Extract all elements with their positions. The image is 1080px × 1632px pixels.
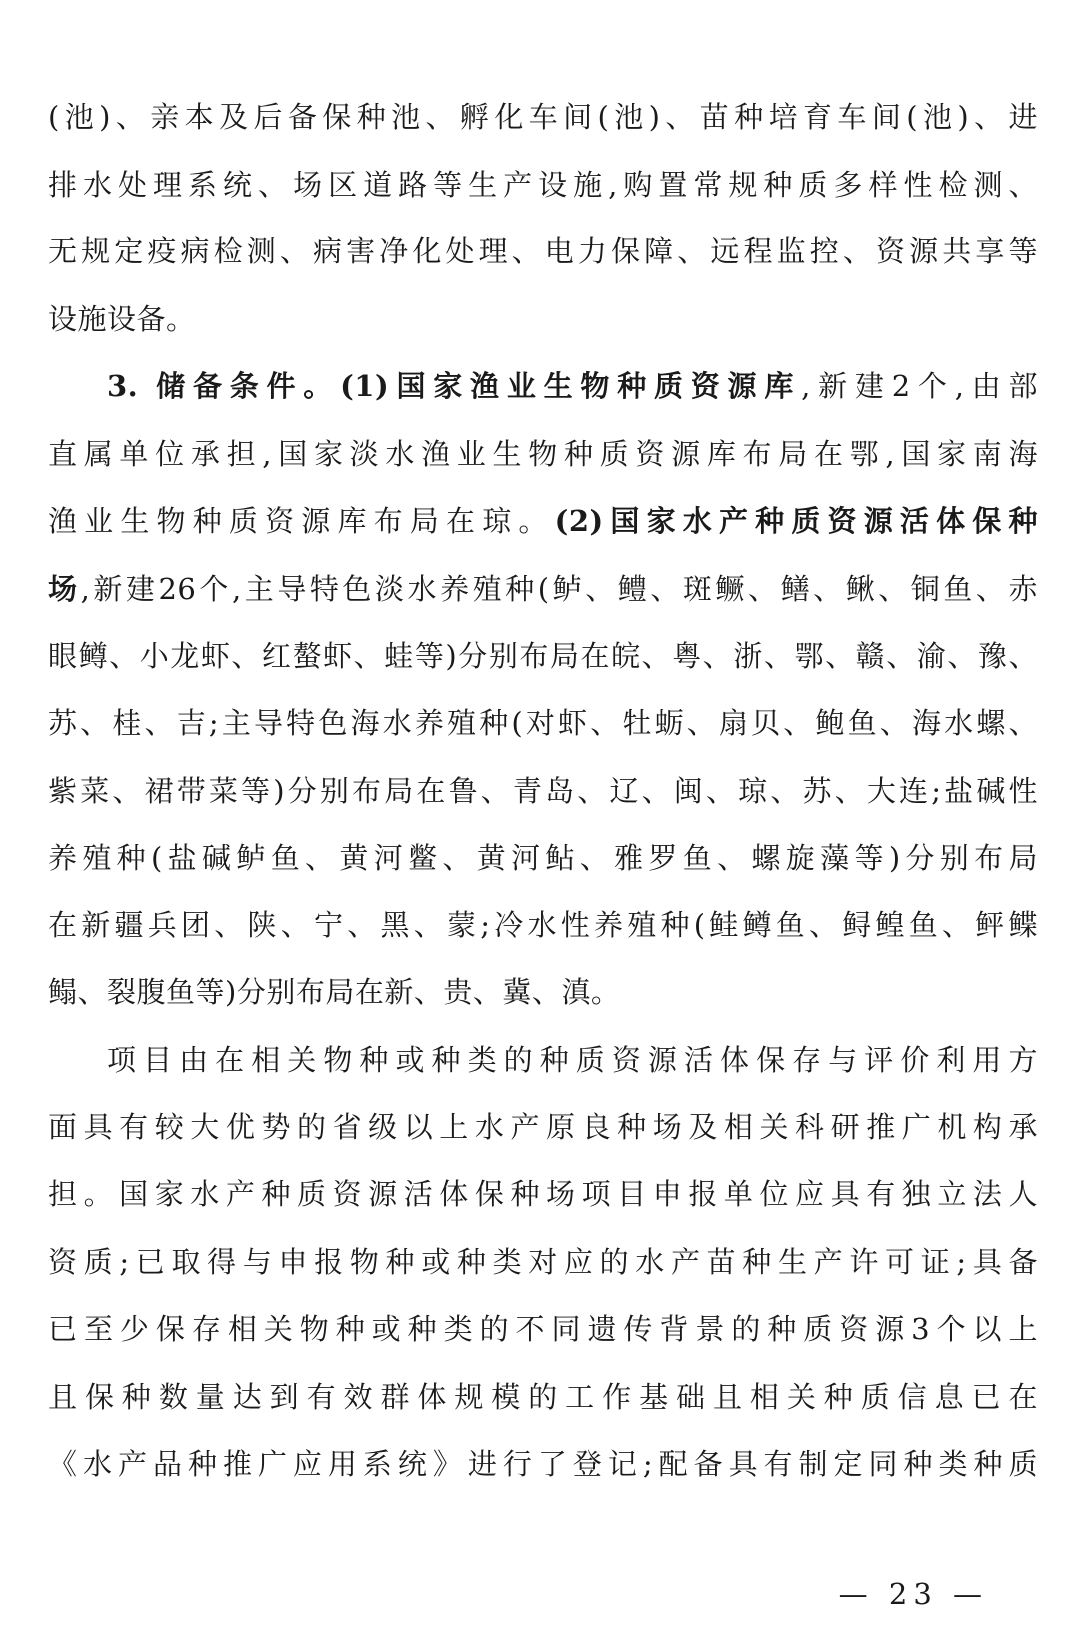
text-span: 眼鳟、小龙虾、红螯虾、蛙等)分别布局在皖、粤、浙、鄂、赣、渝、豫、: [48, 639, 1038, 673]
text-line: [48, 698, 1038, 748]
page-number: — 23 —: [838, 1577, 988, 1611]
text-line: [48, 294, 1038, 344]
text-span: ,新建26个,主导特色淡水养殖种(鲈、鳢、斑鳜、鳝、鳅、铜鱼、赤: [80, 572, 1038, 606]
text-line: [48, 564, 1038, 614]
text-span: (池)、亲本及后备保种池、孵化车间(池)、苗种培育车间(池)、进: [48, 100, 1038, 134]
text-line: [48, 1237, 1038, 1287]
bold-heading-span: 3. 储备条件。(1)国家渔业生物种质资源库: [107, 369, 802, 403]
text-span: 在新疆兵团、陕、宁、黑、蒙;冷水性养殖种(鲑鳟鱼、鲟鳇鱼、鲆鲽: [48, 908, 1038, 942]
text-span: 直属单位承担,国家淡水渔业生物种质资源库布局在鄂,国家南海: [48, 437, 1038, 471]
text-line: [48, 429, 1038, 479]
text-span: 已至少保存相关物种或种类的不同遗传背景的种质资源3个以上: [48, 1312, 1038, 1346]
text-line: [48, 160, 1038, 210]
text-line: [48, 631, 1038, 681]
text-span: ,新建2个,由部: [801, 369, 1039, 403]
text-span: 《水产品种推广应用系统》进行了登记;配备具有制定同种类种质: [48, 1447, 1038, 1481]
text-line: [48, 92, 1038, 142]
text-line: [48, 226, 1038, 276]
text-line: [48, 496, 1038, 546]
bold-heading-span: 场: [48, 572, 81, 606]
text-span: 项目由在相关物种或种类的种质资源活体保存与评价利用方: [107, 1043, 1038, 1077]
text-line: [48, 1102, 1038, 1152]
text-span: 鳎、裂腹鱼等)分别布局在新、贵、冀、滇。: [48, 975, 621, 1009]
text-span: 无规定疫病检测、病害净化处理、电力保障、远程监控、资源共享等: [48, 234, 1038, 268]
text-span: 且保种数量达到有效群体规模的工作基础且相关种质信息已在: [48, 1380, 1038, 1414]
text-span: 紫菜、裙带菜等)分别布局在鲁、青岛、辽、闽、琼、苏、大连;盐碱性: [48, 774, 1038, 808]
text-line: [48, 1304, 1038, 1354]
text-span: 资质;已取得与申报物种或种类对应的水产苗种生产许可证;具备: [48, 1245, 1038, 1279]
text-line: [48, 833, 1038, 883]
text-line: [48, 766, 1038, 816]
text-span: 养殖种(盐碱鲈鱼、黄河鳖、黄河鲇、雅罗鱼、螺旋藻等)分别布局: [48, 841, 1038, 875]
text-line: [48, 1169, 1038, 1219]
text-line: [48, 1439, 1038, 1489]
text-line: [48, 1372, 1038, 1422]
text-span: 担。国家水产种质资源活体保种场项目申报单位应具有独立法人: [48, 1177, 1038, 1211]
text-line: [107, 361, 1038, 411]
text-span: 面具有较大优势的省级以上水产原良种场及相关科研推广机构承: [48, 1110, 1038, 1144]
text-line: [48, 967, 1038, 1017]
text-line: [107, 1035, 1038, 1085]
text-span: 排水处理系统、场区道路等生产设施,购置常规种质多样性检测、: [48, 168, 1038, 202]
text-line: [48, 900, 1038, 950]
bold-heading-span: (2)国家水产种质资源活体保种: [554, 504, 1038, 538]
text-span: 渔业生物种质资源库布局在琼。: [48, 504, 555, 538]
text-span: 苏、桂、吉;主导特色海水养殖种(对虾、牡蛎、扇贝、鲍鱼、海水螺、: [48, 706, 1038, 740]
text-span: 设施设备。: [48, 302, 196, 336]
